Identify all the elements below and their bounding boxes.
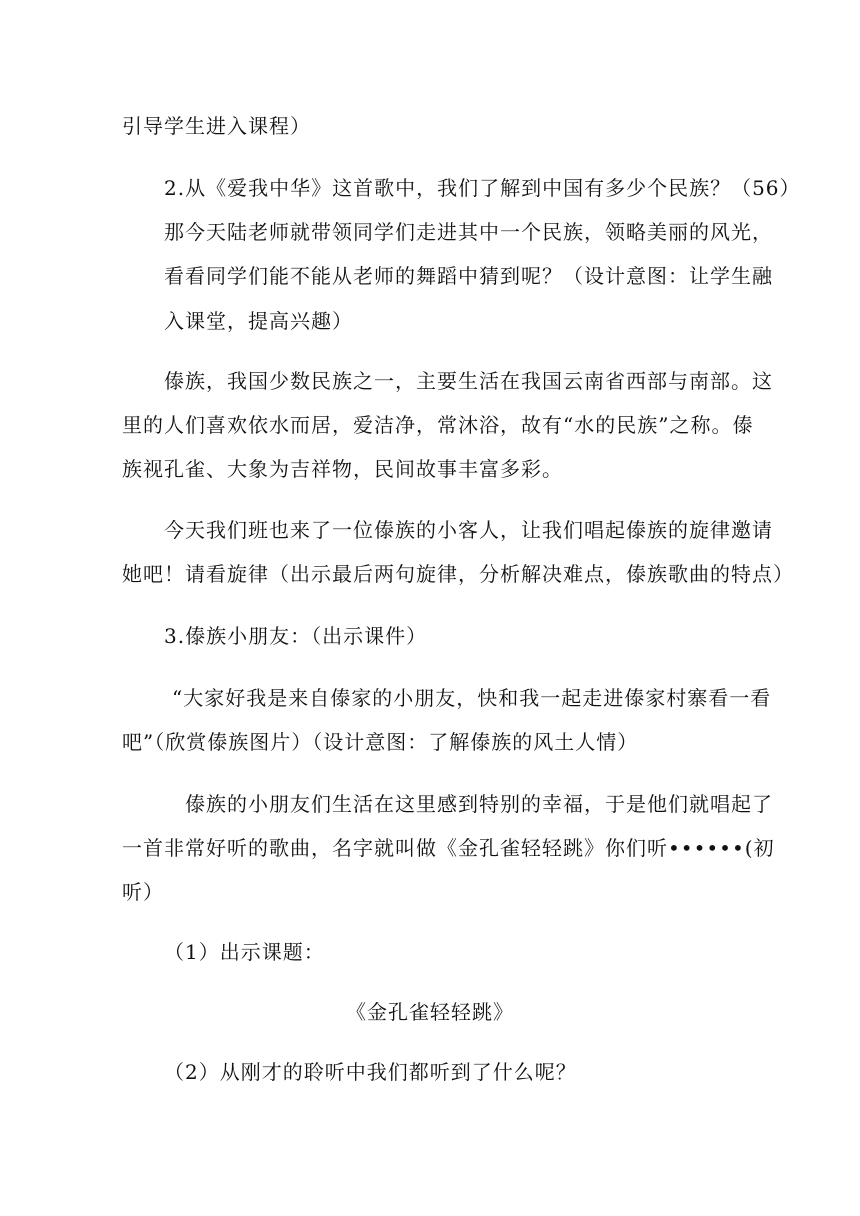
text-line: 族视孔雀、大象为吉祥物，民间故事丰富多彩。 [122,457,563,481]
text-line: 听） [122,880,164,904]
lesson-title: 《金孔雀轻轻跳》 [346,1000,514,1024]
text-line: 傣族的小朋友们生活在这里感到特别的幸福，于是他们就唱起了 [185,792,773,816]
text-line: 她吧！请看旋律（出示最后两句旋律，分析解决难点，傣族歌曲的特点） [122,562,794,586]
text-line: 入课堂，提高兴趣） [164,309,353,333]
text-line: 引导学生进入课程） [122,114,311,138]
text-line: （2）从刚才的聆听中我们都听到了什么呢？ [164,1060,577,1084]
text-line: 今天我们班也来了一位傣族的小客人，让我们唱起傣族的旋律邀请 [164,518,773,542]
text-line: 3.傣族小朋友：（出示课件） [164,624,428,648]
text-line: 吧”（欣赏傣族图片）（设计意图：了解傣族的风土人情） [122,730,639,754]
text-line: 看看同学们能不能从老师的舞蹈中猜到呢？（设计意图：让学生融 [164,264,773,288]
text-line: 一首非常好听的歌曲，名字就叫做《金孔雀轻轻跳》你们听••••••(初 [122,836,775,860]
text-line: 2.从《爱我中华》这首歌中，我们了解到中国有多少个民族？（56） [164,176,801,200]
text-line: （1）出示课题： [164,940,325,964]
text-line: 里的人们喜欢依水而居，爱洁净，常沐浴，故有“水的民族”之称。傣 [122,413,754,437]
text-line: 那今天陆老师就带领同学们走进其中一个民族，领略美丽的风光， [164,220,773,244]
text-line: 傣族，我国少数民族之一，主要生活在我国云南省西部与南部。这 [164,369,773,393]
text-line: “大家好我是来自傣家的小朋友，快和我一起走进傣家村寨看一看 [172,686,772,710]
